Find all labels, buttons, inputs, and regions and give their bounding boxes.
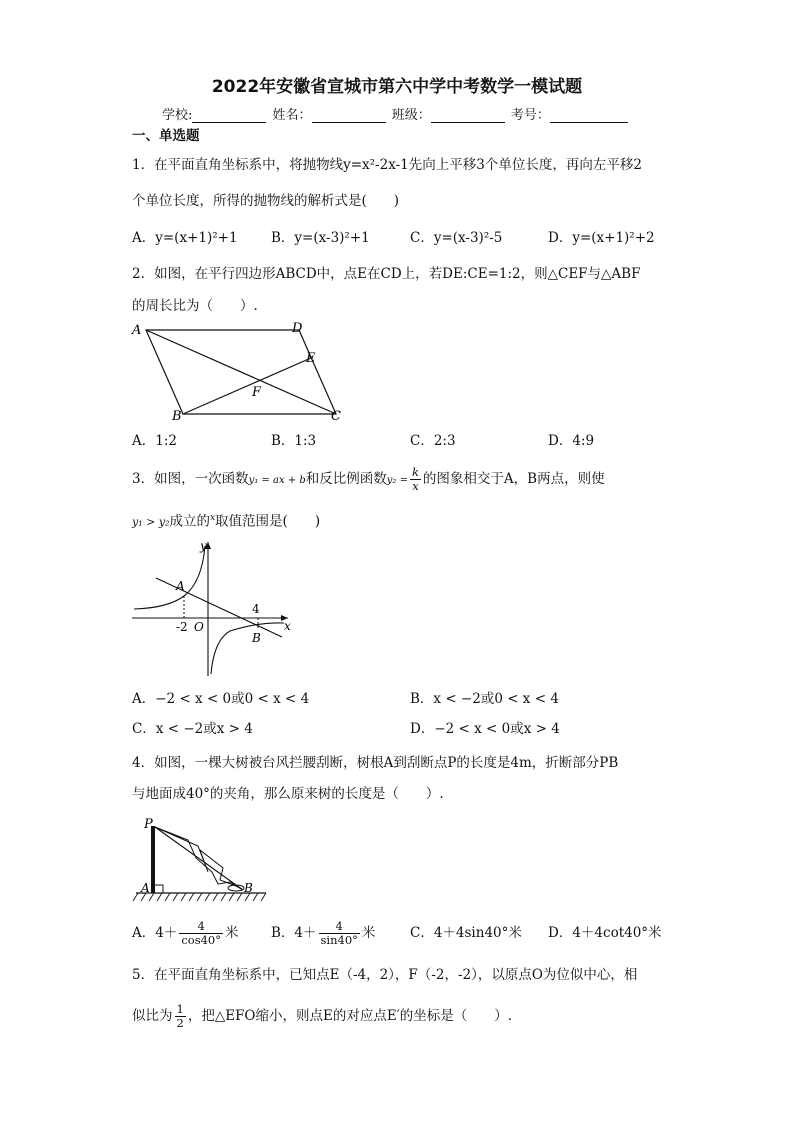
q1-option-c[interactable]: C．y=(x-3)²-5	[410, 230, 503, 246]
q1-option-d[interactable]: D．y=(x+1)²+2	[548, 230, 655, 246]
class-label: 班级：	[391, 108, 431, 123]
school-label: 学校:	[162, 108, 193, 123]
label-e: E	[306, 351, 316, 366]
hyperbola-upper-branch	[134, 546, 205, 609]
label-a: A	[132, 323, 142, 338]
origin-label: O	[194, 620, 204, 634]
label-b: B	[244, 881, 253, 895]
student-info-row	[162, 104, 630, 123]
page-title: 2022年安徽省宣城市第六中学中考数学一模试题	[211, 77, 583, 97]
q3-text-e: 取值范围是( )	[215, 513, 321, 530]
y-label: y	[200, 539, 207, 553]
q5-ratio-fraction: $\frac{1}{2}$	[176, 1002, 184, 1030]
q2-option-a[interactable]: A．1:2	[132, 433, 177, 449]
q3-option-a[interactable]: A．−2 < x < 0或0 < x < 4	[132, 691, 310, 707]
label-f: F	[252, 385, 262, 400]
point-a-label: A	[176, 579, 185, 593]
q4-option-b[interactable]: B．4＋ $\frac{4}{\sin 40^\circ}$ 米	[271, 919, 376, 947]
right-angle-mark	[155, 885, 163, 893]
q2-option-c[interactable]: C．2:3	[410, 433, 456, 449]
label-b: B	[172, 409, 182, 424]
label-c: C	[331, 409, 341, 424]
q2-line2: 的周长比为（ ）.	[132, 298, 258, 314]
q3-inverse-function: y₂ =	[386, 475, 408, 486]
q3-k-over-x: $\frac{k}{x}$	[411, 465, 419, 493]
number-label: 考号：	[510, 108, 550, 123]
q5-text-a: 似比为	[132, 1008, 173, 1024]
q3-text-a: 3．如图，一次函数	[132, 471, 249, 487]
number-blank[interactable]	[550, 122, 628, 123]
q3-text-b: 和反比例函数	[305, 471, 387, 487]
q2-option-b[interactable]: B．1:3	[271, 433, 317, 449]
tick-4: 4	[252, 602, 260, 616]
q3-option-d[interactable]: D．−2 < x < 0或x > 4	[410, 721, 560, 737]
q2-option-d[interactable]: D．4:9	[548, 433, 595, 449]
q5-line2	[132, 1000, 512, 1032]
q1-option-b[interactable]: B．y=(x-3)²+1	[271, 230, 370, 246]
q4-option-a[interactable]: A．4＋ $\frac{4}{\cos 40^\circ}$ 米	[132, 919, 239, 947]
name-label: 姓名：	[272, 108, 312, 123]
x-label: x	[284, 619, 291, 633]
q2-line1: 2．如图，在平行四边形ABCD中，点E在CD上，若DE:CE=1:2，则△CEF与△ABF	[132, 266, 641, 282]
q3-var-x: x	[209, 513, 216, 523]
label-d: D	[292, 321, 303, 336]
section-heading: 一、单选题	[132, 128, 200, 144]
q5-text-b: ，把△EFO缩小，则点E的对应点E′的坐标是（ ）.	[187, 1008, 513, 1024]
q3-text-c: 的图象相交于A，B两点，则使	[422, 471, 605, 487]
q4-option-d[interactable]: D．4＋4cot40°米	[548, 925, 662, 941]
q3-option-b[interactable]: B．x < −2或0 < x < 4	[410, 691, 559, 707]
q3-linear-function: y₁ = ax + b	[248, 475, 306, 486]
q4-option-b-fraction: $\frac{4}{\sin 40^\circ}$	[320, 919, 358, 947]
q2-parallelogram-figure	[128, 318, 348, 428]
point-b-label: B	[252, 631, 261, 645]
class-blank[interactable]	[431, 122, 505, 123]
q4-option-c[interactable]: C．4＋4sin40°米	[410, 925, 522, 941]
q3-function-graph	[128, 538, 296, 678]
q1-option-a[interactable]: A．y=(x+1)²+1	[132, 230, 238, 246]
linear-function-line	[156, 578, 282, 637]
q3-line1	[132, 464, 605, 496]
q5-line1: 5．在平面直角坐标系中，已知点E（-4，2），F（-2，-2），以原点O为位似中心，相	[132, 967, 638, 983]
q4-line1: 4．如图，一棵大树被台风拦腰刮断，树根A到刮断点P的长度是4m，折断部分PB	[132, 755, 619, 771]
q1-line2: 个单位长度，所得的抛物线的解析式是( )	[132, 193, 400, 209]
diagonal-ac	[146, 330, 336, 414]
q4-line2: 与地面成40°的夹角，那么原来树的长度是（ ）.	[132, 786, 444, 802]
q3-line2	[132, 509, 320, 532]
q1-line1: 1．在平面直角坐标系中，将抛物线y=x²-2x-1先向上平移3个单位长度，再向左平移2	[132, 157, 642, 173]
name-blank[interactable]	[312, 122, 386, 123]
label-p: P	[144, 817, 153, 832]
q3-text-d: 成立的	[169, 513, 210, 530]
label-a: A	[141, 881, 150, 895]
q4-option-a-fraction: $\frac{4}{\cos 40^\circ}$	[181, 919, 221, 947]
hyperbola-lower-branch	[211, 623, 284, 674]
q4-tree-figure	[128, 810, 273, 910]
segment-be	[183, 358, 311, 414]
broken-segment-pb	[155, 827, 243, 890]
q3-inequality: y₁ > y₂	[132, 515, 170, 529]
school-blank[interactable]	[192, 122, 266, 123]
q3-option-c[interactable]: C．x < −2或x > 4	[132, 721, 253, 737]
tick-minus2: -2	[176, 620, 188, 634]
tree-trunk	[151, 826, 155, 893]
